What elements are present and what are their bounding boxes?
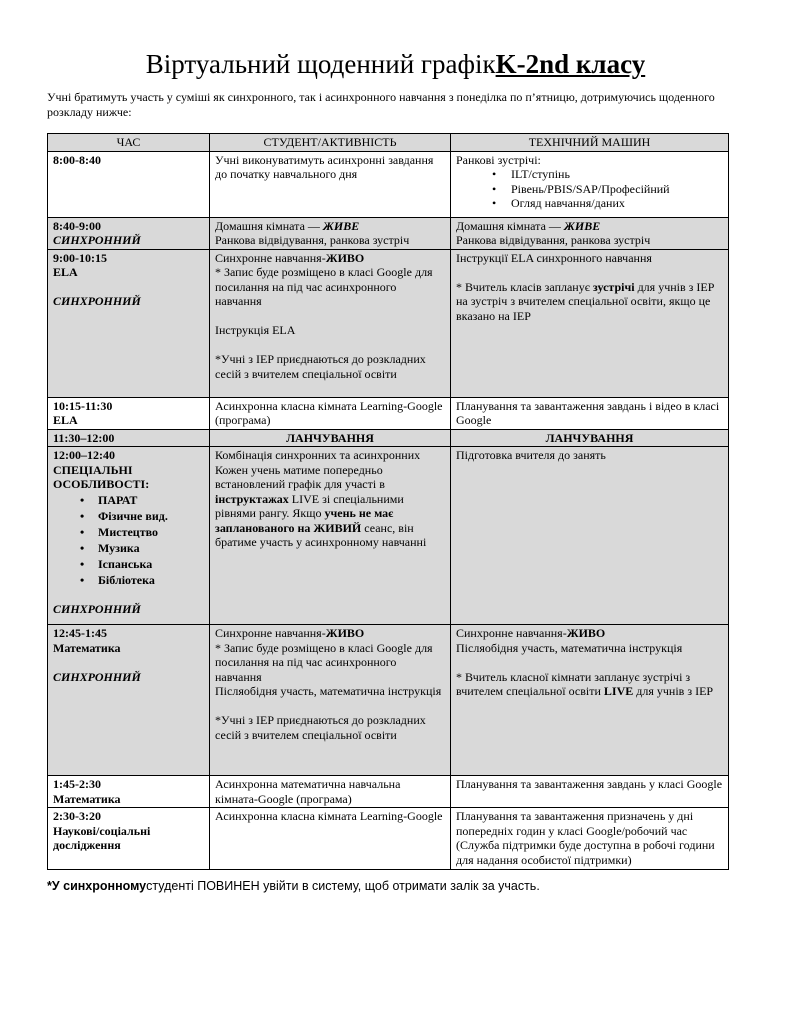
student-cell <box>210 217 451 249</box>
subject-label: Математика <box>53 791 121 806</box>
list-item: • Мистецтво <box>53 524 204 540</box>
student-text: Синхронне навчання- <box>215 250 326 265</box>
student-emphasis: учень не має запланованого на ЖИВИЙ <box>215 506 394 535</box>
student-text: Асинхронна математична навчальна кімната-Google (програма) <box>215 777 401 806</box>
student-cell <box>210 249 451 397</box>
time-label: 12:00–12:40 <box>53 448 115 462</box>
table-row <box>48 447 729 625</box>
teacher-cell <box>451 151 729 217</box>
teacher-lead: Ранкові зустрічі: <box>456 152 541 167</box>
mode-label: СИНХРОННИЙ <box>53 669 141 684</box>
table-row <box>48 625 729 776</box>
student-text: Асинхронна класна кімната Learning-Google <box>215 809 443 823</box>
time-cell <box>48 447 210 625</box>
teacher-cell <box>451 397 729 429</box>
teacher-cell <box>451 625 729 776</box>
student-text: Учні виконуватимуть асинхронні завдання до початку навчального дня <box>215 152 434 181</box>
list-item: • Рівень/PBIS/SAP/Професійний <box>456 182 723 197</box>
teacher-line <box>456 626 723 641</box>
teacher-cell <box>451 776 729 808</box>
table-row <box>48 776 729 808</box>
student-cell <box>210 151 451 217</box>
student-paragraph <box>215 448 445 550</box>
student-text: Синхронне навчання- <box>215 626 326 640</box>
student-emphasis: інструктажах <box>215 491 289 506</box>
subject-label: Математика <box>53 640 121 655</box>
list-item: • Огляд навчання/даних <box>456 196 723 211</box>
title-prefix: Віртуальний щоденний графік <box>145 49 496 79</box>
teacher-text: Домашня кімната — <box>456 218 564 233</box>
header-student: СТУДЕНТ/АКТИВНІСТЬ <box>210 134 451 152</box>
teacher-cell <box>451 808 729 870</box>
lunch-cell: ЛАНЧУВАННЯ <box>451 429 729 447</box>
student-text: Інструкція ELA <box>215 323 296 337</box>
teacher-line <box>456 280 723 324</box>
table-row <box>48 808 729 870</box>
student-text: Асинхронна класна кімната Learning-Google (програма) <box>215 398 443 427</box>
table-row <box>48 397 729 429</box>
student-text: сеанс, він братиме участь у асинхронному навчанні <box>215 520 427 549</box>
student-cell <box>210 397 451 429</box>
student-cell <box>210 447 451 625</box>
student-cell <box>210 808 451 870</box>
mode-label: СИНХРОННИЙ <box>53 602 141 616</box>
header-time: ЧАС <box>48 134 210 152</box>
list-item: • ILT/ступінь <box>456 167 723 182</box>
teacher-emphasis: зустрічі <box>592 279 635 294</box>
time-cell <box>48 808 210 870</box>
student-line <box>215 219 445 234</box>
header-teacher: ТЕХНІЧНИЙ МАШИН <box>451 134 729 152</box>
table-header-row <box>48 134 729 152</box>
teacher-text: Інструкції ELA синхронного навчання <box>456 250 652 265</box>
student-cell <box>210 625 451 776</box>
list-item: • Фізичне вид. <box>53 508 204 524</box>
time-cell <box>48 249 210 397</box>
footnote <box>47 878 747 894</box>
student-text: Ранкова відвідування, ранкова зустріч <box>215 233 410 247</box>
student-text: Комбінація синхронних та асинхронних Кожен учень матиме попередньо встановлений графік для участі в <box>215 448 421 491</box>
teacher-text: для учнів з IEP <box>633 684 714 698</box>
time-label: 8:00-8:40 <box>53 152 101 167</box>
time-label: 2:30-3:20 <box>53 809 101 823</box>
footnote-emphasis: *У синхронному <box>47 879 147 893</box>
teacher-text: Синхронне навчання- <box>456 626 567 640</box>
time-cell <box>48 397 210 429</box>
live-label: ЖИВО <box>566 626 606 640</box>
teacher-text: Планування та завантаження завдань у класі Google <box>456 777 723 791</box>
time-cell <box>48 429 210 447</box>
intro-paragraph: Учні братимуть участь у суміші як синхронного, так і асинхронного навчання з понеділка по п’ятницю, дотримуючись щоденного розкладу нижче: <box>47 90 715 119</box>
student-line <box>215 626 445 641</box>
table-row <box>48 249 729 397</box>
time-label: 1:45-2:30 <box>53 777 101 791</box>
teacher-cell <box>451 217 729 249</box>
time-label: 11:30–12:00 <box>53 430 115 445</box>
list-item: • Музика <box>53 540 204 556</box>
mode-label: СИНХРОННИЙ <box>53 294 141 308</box>
time-label: 10:15-11:30 <box>53 398 113 413</box>
subject-label: СПЕЦІАЛЬНІ ОСОБЛИВОСТІ: <box>53 462 150 491</box>
time-label: 8:40-9:00 <box>53 218 101 233</box>
live-label: ЖИВО <box>325 250 365 265</box>
schedule-table <box>47 133 729 870</box>
table-row <box>48 151 729 217</box>
student-text: *Учні з IEP приєднаються до розкладних сесій з вчителем спеціальної освіти <box>215 352 426 381</box>
meeting-list <box>456 167 723 211</box>
student-text: * Запис буде розміщено в класі Google для посилання на під час асинхронного навчання <box>215 640 433 684</box>
subject-label: ELA <box>53 265 78 279</box>
live-label: LIVE <box>603 684 634 698</box>
time-cell <box>48 217 210 249</box>
time-label: 9:00-10:15 <box>53 250 107 265</box>
teacher-text: Ранкова відвідування, ранкова зустріч <box>456 233 651 247</box>
student-text: Післяобідня участь, математична інструкція <box>215 684 442 698</box>
specials-list <box>53 492 204 588</box>
time-cell <box>48 151 210 217</box>
title-grade: K-2nd класу <box>495 49 646 79</box>
teacher-text: для учнів з IEP на зустріч з вчителем спеціальної освіти, якщо це вказано на IEP <box>456 279 714 323</box>
live-label: ЖИВЕ <box>322 218 360 233</box>
student-text: LIVE зі спеціальними рівнями рангу. Якщо <box>215 491 404 520</box>
list-item: • Бібліотека <box>53 572 204 588</box>
teacher-text: Планування та завантаження призначень у дні попередніх годин у класі Google/робочий час (Служба підтримки буде доступна в робочі години для надання особистої підтримки) <box>456 809 715 867</box>
teacher-text: * Вчитель класів запланує <box>456 279 593 294</box>
time-cell <box>48 776 210 808</box>
mode-label: СИНХРОННИЙ <box>53 233 141 247</box>
live-label: ЖИВЕ <box>563 218 601 233</box>
table-row <box>48 217 729 249</box>
time-cell <box>48 625 210 776</box>
footnote-text: студенті ПОВИНЕН увійти в систему, щоб отримати залік за участь. <box>146 879 540 893</box>
student-line <box>215 251 445 266</box>
student-text: * Запис буде розміщено в класі Google для посилання на під час асинхронного навчання <box>215 265 433 308</box>
time-label: 12:45-1:45 <box>53 626 107 640</box>
teacher-text: Післяобідня участь, математична інструкція <box>456 640 683 655</box>
list-item: • Іспанська <box>53 556 204 572</box>
student-cell <box>210 776 451 808</box>
teacher-line <box>456 219 723 234</box>
subject-label: ELA <box>53 413 78 427</box>
teacher-text: Планування та завантаження завдань і відео в класі Google <box>456 398 720 427</box>
teacher-text: * Вчитель класної кімнати запланує зустрічі з вчителем спеціальної освіти <box>456 669 691 698</box>
teacher-line <box>456 670 723 699</box>
student-text: Домашня кімната — <box>215 218 323 233</box>
teacher-cell <box>451 447 729 625</box>
student-text: *Учні з IEP приєднаються до розкладних сесій з вчителем спеціальної освіти <box>215 713 426 742</box>
subject-label: Наукові/соціальні дослідження <box>53 823 151 852</box>
page-title <box>0 48 791 80</box>
list-item: • ПАРАТ <box>53 492 204 508</box>
table-row <box>48 429 729 447</box>
lunch-cell: ЛАНЧУВАННЯ <box>210 429 451 447</box>
teacher-text: Підготовка вчителя до занять <box>456 448 606 462</box>
teacher-cell <box>451 249 729 397</box>
live-label: ЖИВО <box>325 626 365 640</box>
